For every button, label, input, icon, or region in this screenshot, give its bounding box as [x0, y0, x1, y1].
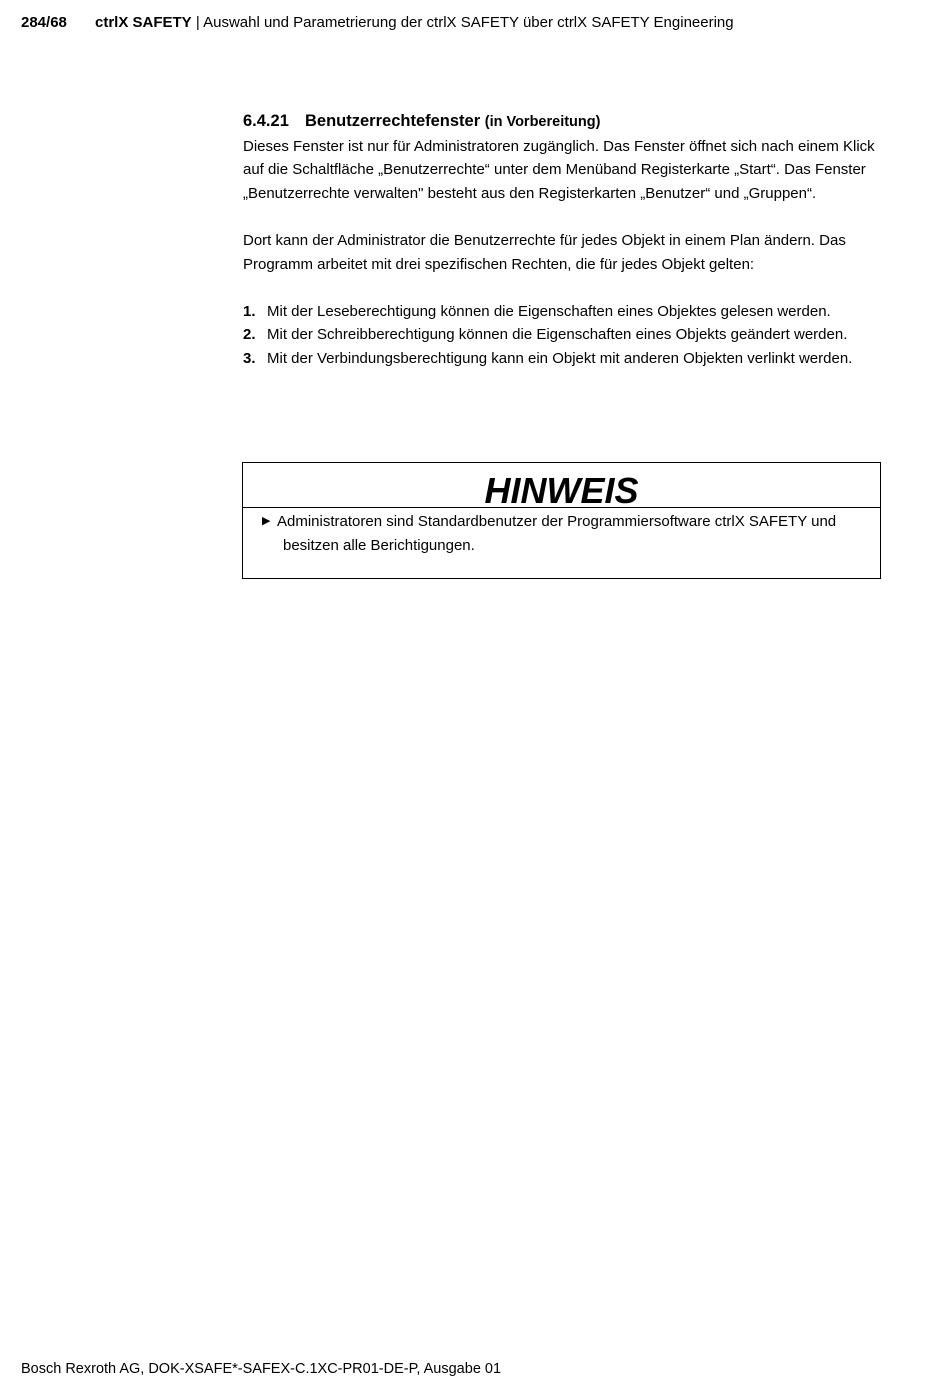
- list-item-index: 1.: [243, 302, 256, 320]
- notice-text: Administratoren sind Standardbenutzer der Programmiersoftware ctrlX SAFETY und besitzen alle Berichtigungen.: [277, 513, 837, 554]
- notice-title: HINWEIS: [243, 463, 880, 508]
- page-header: [21, 14, 734, 31]
- intro-paragraph: Dieses Fenster ist nur für Administratoren zugänglich. Das Fenster öffnet sich nach einem Klick auf die Schaltfläche „Benutzerrechte“ unter dem Menüband Registerkarte „Start“. Das Fenster „Benutzerrechte verwalten" besteht aus den Registerkarten „Benutzer“ und „Gruppen“.: [243, 137, 875, 202]
- list-item-index: 2.: [243, 326, 256, 344]
- main-content: [243, 110, 883, 371]
- notice-body: [243, 508, 880, 557]
- spacer: [243, 276, 883, 300]
- header-title: Auswahl und Parametrierung der ctrlX SAFETY über ctrlX SAFETY Engineering: [203, 14, 734, 31]
- list-item-text: Mit der Schreibberechtigung können die Eigenschaften eines Objekts geändert werden.: [267, 326, 848, 344]
- triangle-right-icon: ▶: [262, 515, 271, 527]
- section-subtitle: (in Vorbereitung): [484, 114, 601, 130]
- list-item-index: 3.: [243, 349, 256, 367]
- section-number: 6.4.21: [243, 112, 289, 130]
- section-title: Benutzerrechtefenster: [305, 112, 481, 130]
- page-number: 284/68: [21, 14, 67, 31]
- list-item: [243, 323, 883, 347]
- product-name: ctrlX SAFETY: [95, 14, 192, 31]
- list-item-text: Mit der Verbindungsberechtigung kann ein Objekt mit anderen Objekten verlinkt werden.: [267, 349, 853, 367]
- rights-list: [243, 300, 883, 371]
- page-footer: Bosch Rexroth AG, DOK-XSAFE*-SAFEX-C.1XC-PR01-DE-P, Ausgabe 01: [21, 1361, 502, 1377]
- notice-box: [242, 462, 881, 579]
- spacer: [243, 205, 883, 229]
- list-item-text: Mit der Leseberechtigung können die Eigenschaften eines Objektes gelesen werden.: [267, 302, 831, 320]
- list-item: [243, 347, 883, 371]
- section-heading: [243, 110, 883, 135]
- rights-paragraph: Dort kann der Administrator die Benutzerrechte für jedes Objekt in einem Plan ändern. Das Programm arbeitet mit drei spezifischen Rechten, die für jedes Objekt gelten:: [243, 231, 846, 273]
- list-item: [243, 300, 883, 324]
- header-separator: |: [191, 14, 204, 31]
